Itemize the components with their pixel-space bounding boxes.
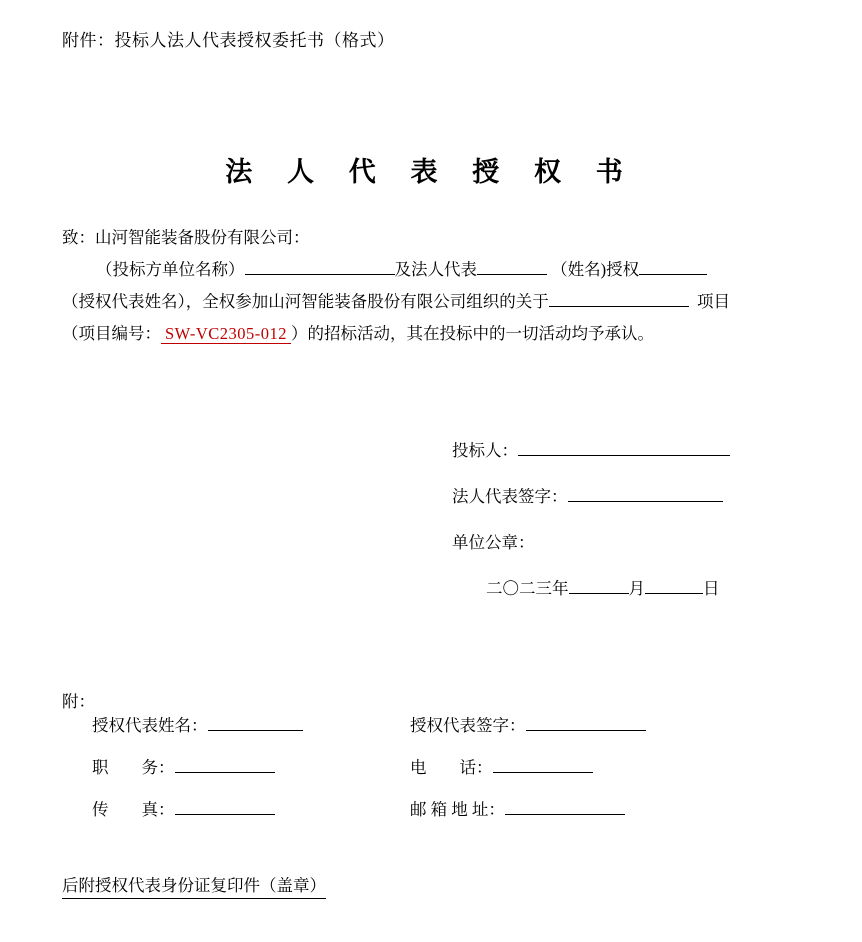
project-code-suffix: ）的招标活动，其在投标中的一切活动均予承认。: [291, 324, 654, 343]
fax-label: 传 真：: [92, 800, 175, 819]
project-name-blank[interactable]: [549, 287, 689, 307]
legal-rep-signature-blank[interactable]: [568, 483, 723, 502]
project-code-prefix: （项目编号：: [62, 324, 161, 343]
name-authorize-label: （姓名)授权: [551, 260, 640, 279]
legal-rep-label: 及法人代表: [394, 260, 477, 279]
appendix-cell-left: [92, 712, 410, 736]
appendix-row: [92, 796, 812, 838]
fax-blank[interactable]: [175, 796, 275, 815]
signature-block: [452, 428, 730, 612]
project-code-value: SW-VC2305-012: [161, 324, 291, 344]
attachment-header: 附件：投标人法人代表授权委托书（格式）: [62, 31, 395, 50]
appendix-row: [92, 712, 812, 754]
email-label: 邮 箱 地 址：: [410, 800, 505, 819]
legal-rep-signature-label: 法人代表签字：: [452, 487, 568, 506]
date-year-label: 二〇二三年: [486, 579, 569, 598]
legal-rep-signature-row: [452, 474, 730, 520]
date-day-label: 日: [703, 579, 720, 598]
phone-label: 电 话：: [410, 758, 493, 777]
authorized-person-blank[interactable]: [639, 255, 707, 275]
bidder-row: [452, 428, 730, 474]
authorized-rep-text: （授权代表姓名），全权参加山河智能装备股份有限公司组织的关于: [62, 292, 549, 311]
page-title: 法 人 代 表 授 权 书: [225, 157, 637, 187]
appendix-cell-right: [410, 796, 625, 820]
company-seal-row: [452, 520, 730, 566]
date-month-label: 月: [628, 579, 645, 598]
paragraph-2: [62, 286, 802, 318]
body-text: [62, 222, 802, 350]
salutation-line: [62, 222, 802, 254]
bidder-name-label: （投标方单位名称）: [96, 260, 245, 279]
paragraph-1: [62, 254, 802, 286]
legal-rep-blank[interactable]: [477, 255, 547, 275]
appendix-grid: [92, 712, 812, 838]
bidder-signature-label: 投标人：: [452, 441, 518, 460]
date-row: [452, 566, 730, 612]
project-label: 项目: [697, 292, 730, 311]
paragraph-3: [62, 318, 802, 350]
authorized-rep-signature-blank[interactable]: [526, 712, 646, 731]
bidder-signature-blank[interactable]: [518, 437, 730, 456]
email-blank[interactable]: [505, 796, 625, 815]
appendix-label: 附：: [62, 692, 95, 711]
appendix-cell-right: [410, 712, 646, 736]
position-label: 职 务：: [92, 758, 175, 777]
date-day-blank[interactable]: [645, 575, 703, 594]
salutation-text: 致：山河智能装备股份有限公司：: [62, 228, 310, 247]
position-blank[interactable]: [175, 754, 275, 773]
footer-note: 后附授权代表身份证复印件（盖章）: [62, 872, 326, 899]
appendix-cell-left: [92, 796, 410, 820]
bidder-name-blank[interactable]: [245, 255, 395, 275]
authorized-rep-name-label: 授权代表姓名：: [92, 716, 208, 735]
authorized-rep-name-blank[interactable]: [208, 712, 303, 731]
phone-blank[interactable]: [493, 754, 593, 773]
appendix-cell-left: [92, 754, 410, 778]
company-seal-label: 单位公章：: [452, 533, 535, 552]
appendix-row: [92, 754, 812, 796]
authorized-rep-signature-label: 授权代表签字：: [410, 716, 526, 735]
date-month-blank[interactable]: [569, 575, 629, 594]
appendix-cell-right: [410, 754, 593, 778]
